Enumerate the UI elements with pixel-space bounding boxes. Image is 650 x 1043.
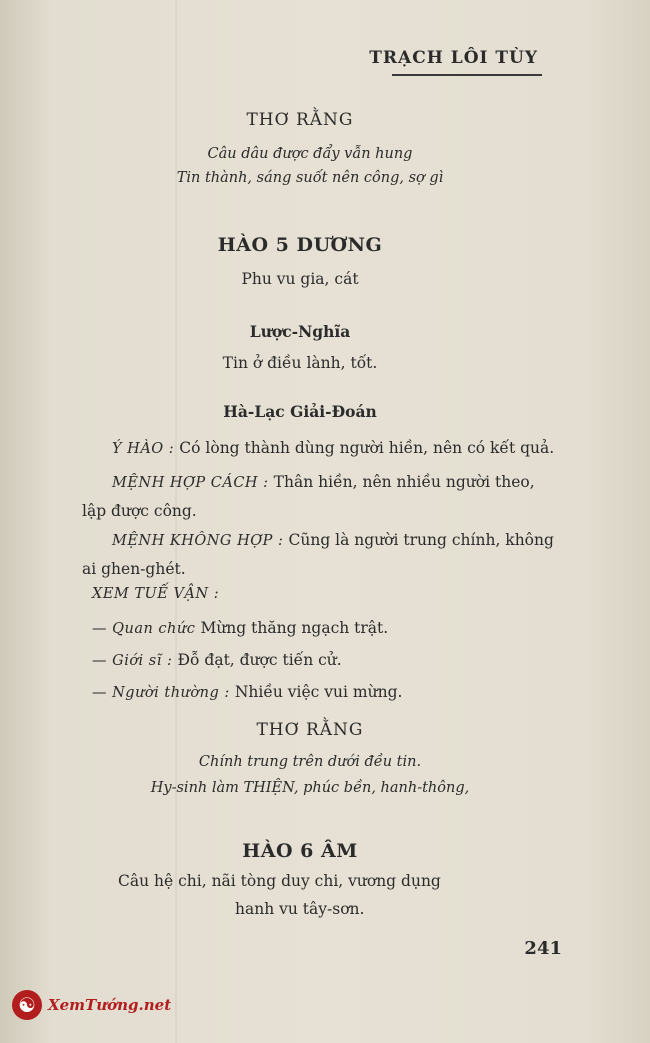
menh-khong-line: [112, 530, 554, 549]
section3-line2: hanh vu tây-sơn.: [235, 900, 365, 918]
list-item: [92, 682, 402, 701]
item-text: Mừng thăng ngạch trật.: [200, 619, 389, 637]
watermark-logo[interactable]: [12, 990, 171, 1020]
list-item: [92, 618, 388, 637]
menh-khong-cont: ai ghen-ghét.: [82, 560, 186, 578]
tho-rang-line2: Hy-sinh làm THIỆN, phúc bền, hanh-thông,: [150, 780, 470, 796]
section3-line1: Câu hệ chi, nãi tòng duy chi, vương dụng: [118, 872, 441, 890]
ha-lac-title: Hà-Lạc Giải-Đoán: [223, 402, 377, 421]
y-hao-line: [112, 438, 554, 457]
header-rule: [392, 74, 542, 76]
section2-heading: HÀO 5 DƯƠNG: [217, 234, 383, 256]
page-number: 241: [524, 938, 562, 959]
menh-hop-cont: lập được công.: [82, 502, 197, 520]
item-label: — Giới sĩ :: [92, 653, 173, 669]
item-text: Nhiều việc vui mừng.: [234, 683, 403, 701]
menh-khong-text: Cũng là người trung chính, không: [288, 531, 554, 549]
yin-yang-icon: ☯: [12, 990, 42, 1020]
item-label: — Người thường :: [92, 685, 230, 701]
section2-subline: Phu vu gia, cát: [241, 270, 359, 288]
y-hao-label: Ý HÀO :: [112, 441, 175, 457]
tho-rang-line1: Chính trung trên dưới đều tin.: [198, 754, 422, 770]
y-hao-text: Có lòng thành dùng người hiền, nên có kết quả.: [179, 439, 555, 457]
section1-heading: THƠ RẰNG: [246, 110, 354, 130]
list-item: [92, 650, 342, 669]
menh-hop-text: Thân hiền, nên nhiều người theo,: [273, 473, 535, 491]
menh-hop-line: [112, 472, 535, 491]
watermark-text: XemTướng.net: [48, 996, 172, 1014]
section1-poem-line1: Câu dâu được đẩy vẫn hung: [207, 146, 413, 162]
menh-hop-label: MỆNH HỢP CÁCH :: [112, 475, 269, 491]
menh-khong-label: MỆNH KHÔNG HỢP :: [112, 533, 284, 549]
item-text: Đỗ đạt, được tiến cử.: [177, 651, 342, 669]
xem-tue-van-label: XEM TUẾ VẬN :: [92, 586, 220, 602]
running-header: TRẠCH LÔI TÙY: [369, 48, 538, 68]
tho-rang-heading: THƠ RẰNG: [256, 720, 364, 740]
luoc-nghia-text: Tin ở điều lành, tốt.: [222, 354, 378, 372]
section1-poem-line2: Tin thành, sáng suốt nên công, sợ gì: [176, 170, 444, 186]
item-label: — Quan chức: [92, 621, 196, 637]
luoc-nghia-title: Lược-Nghĩa: [249, 322, 351, 341]
section3-heading: HÀO 6 ÂM: [242, 840, 358, 862]
